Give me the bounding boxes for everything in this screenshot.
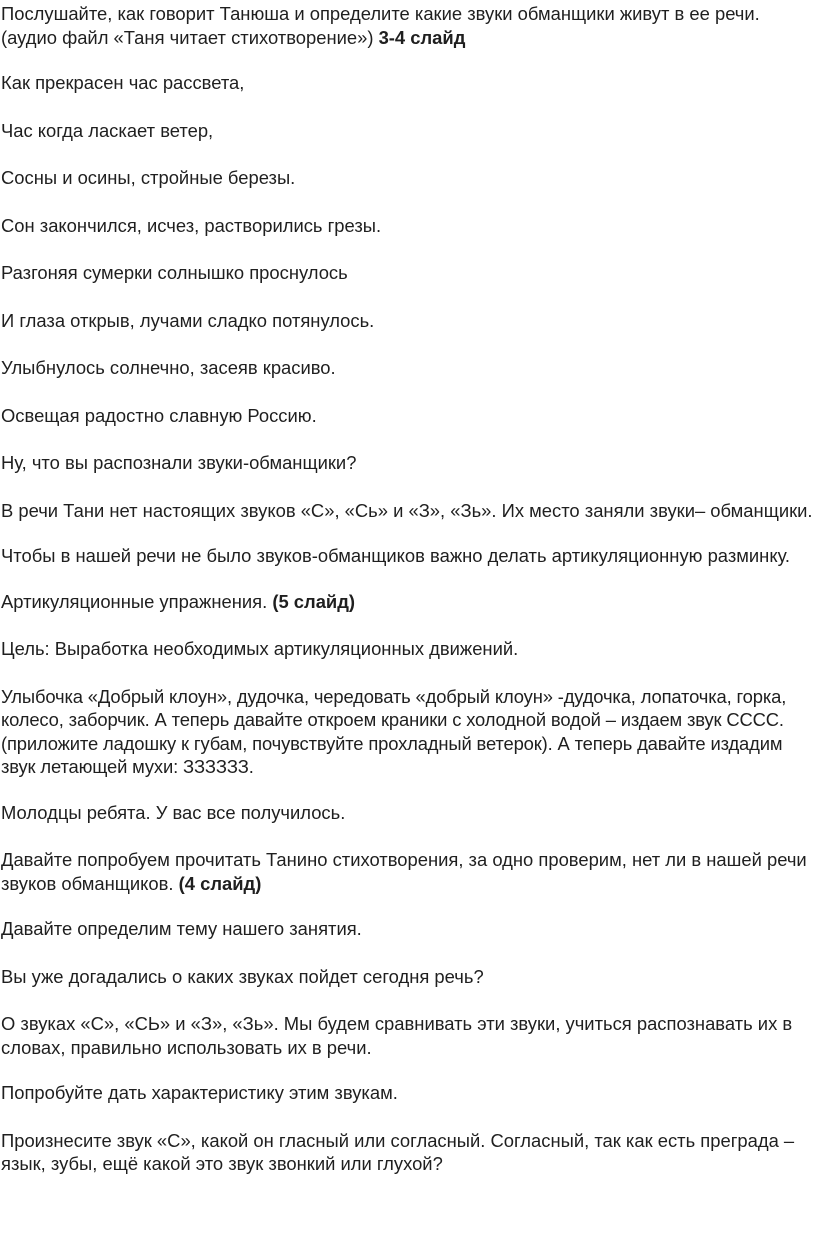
poem-line-6: И глаза открыв, лучами сладко потянулось. (1, 309, 375, 331)
intro-text: Послушайте, как говорит Танюша и определите какие звуки обманщики живут в ее речи. (аудио файл «Таня читает стихотворение») (1, 3, 760, 48)
poem-line-3: Сосны и осины, стройные березы. (1, 167, 296, 188)
paragraph-exercises (1, 590, 816, 614)
paragraph-guess: Вы уже догадались о каких звуках пойдет сегодня речь? (1, 965, 484, 987)
paragraph-topic: Давайте определим тему нашего занятия. (1, 918, 362, 939)
exercises-text: Артикуляционные упражнения. (1, 590, 273, 612)
paragraph-about-sounds: О звуках «С», «СЬ» и «З», «Зь». Мы будем сравнивать эти звуки, учиться распознавать их в словах, правильно использовать их в речи. (1, 1013, 793, 1058)
paragraph-warmup: Чтобы в нашей речи не было звуков-обманщиков важно делать артикуляционную разминку. (1, 545, 791, 566)
paragraph-goal: Цель: Выработка необходимых артикуляционных движений. (1, 638, 519, 659)
paragraph-read-poem (1, 848, 816, 895)
question-sounds: Ну, что вы распознали звуки-обманщики? (1, 452, 357, 473)
slide-ref-4: (4 слайд) (178, 872, 262, 894)
poem-line-5: Разгоняя сумерки солнышко проснулось (1, 262, 348, 283)
paragraph-pronounce: Произнесите звук «С», какой он гласный или согласный. Согласный, так как есть преграда – язык, зубы, ещё какой это звук звонкий или глухой? (1, 1129, 795, 1174)
read-poem-text: Давайте попробуем прочитать Танино стихотворения, за одно проверим, нет ли в нашей речи звуков обманщиков. (1, 849, 807, 894)
poem-line-8: Освещая радостно славную Россию. (1, 404, 317, 426)
paragraph-exercise-description: Улыбочка «Добрый клоун», дудочка, чередовать «добрый клоун» -дудочка, лопаточка, горка, колесо, заборчик. А теперь давайте откроем краники с холодной водой – издаем звук СССС. (приложите ладошку к губам, почувствуйте прохладный ветерок). А теперь давайте издадим звук летающей мухи: ЗЗЗЗЗЗ. (1, 685, 787, 777)
poem-line-7: Улыбнулось солнечно, засеяв красиво. (1, 357, 336, 378)
slide-ref-5: (5 слайд) (272, 590, 356, 612)
poem-line-1: Как прекрасен час рассвета, (1, 72, 245, 93)
slide-ref-3-4: 3-4 слайд (378, 26, 466, 48)
paragraph-tanya-speech: В речи Тани нет настоящих звуков «С», «Сь» и «З», «Зь». Их место заняли звуки– обманщики. (1, 499, 813, 521)
paragraph-intro (1, 2, 816, 49)
poem-line-4: Сон закончился, исчез, растворились грезы. (1, 214, 382, 236)
poem-line-2: Час когда ласкает ветер, (1, 119, 214, 141)
paragraph-characteristic: Попробуйте дать характеристику этим звукам. (1, 1082, 398, 1103)
paragraph-well-done: Молодцы ребята. У вас все получилось. (1, 801, 346, 823)
